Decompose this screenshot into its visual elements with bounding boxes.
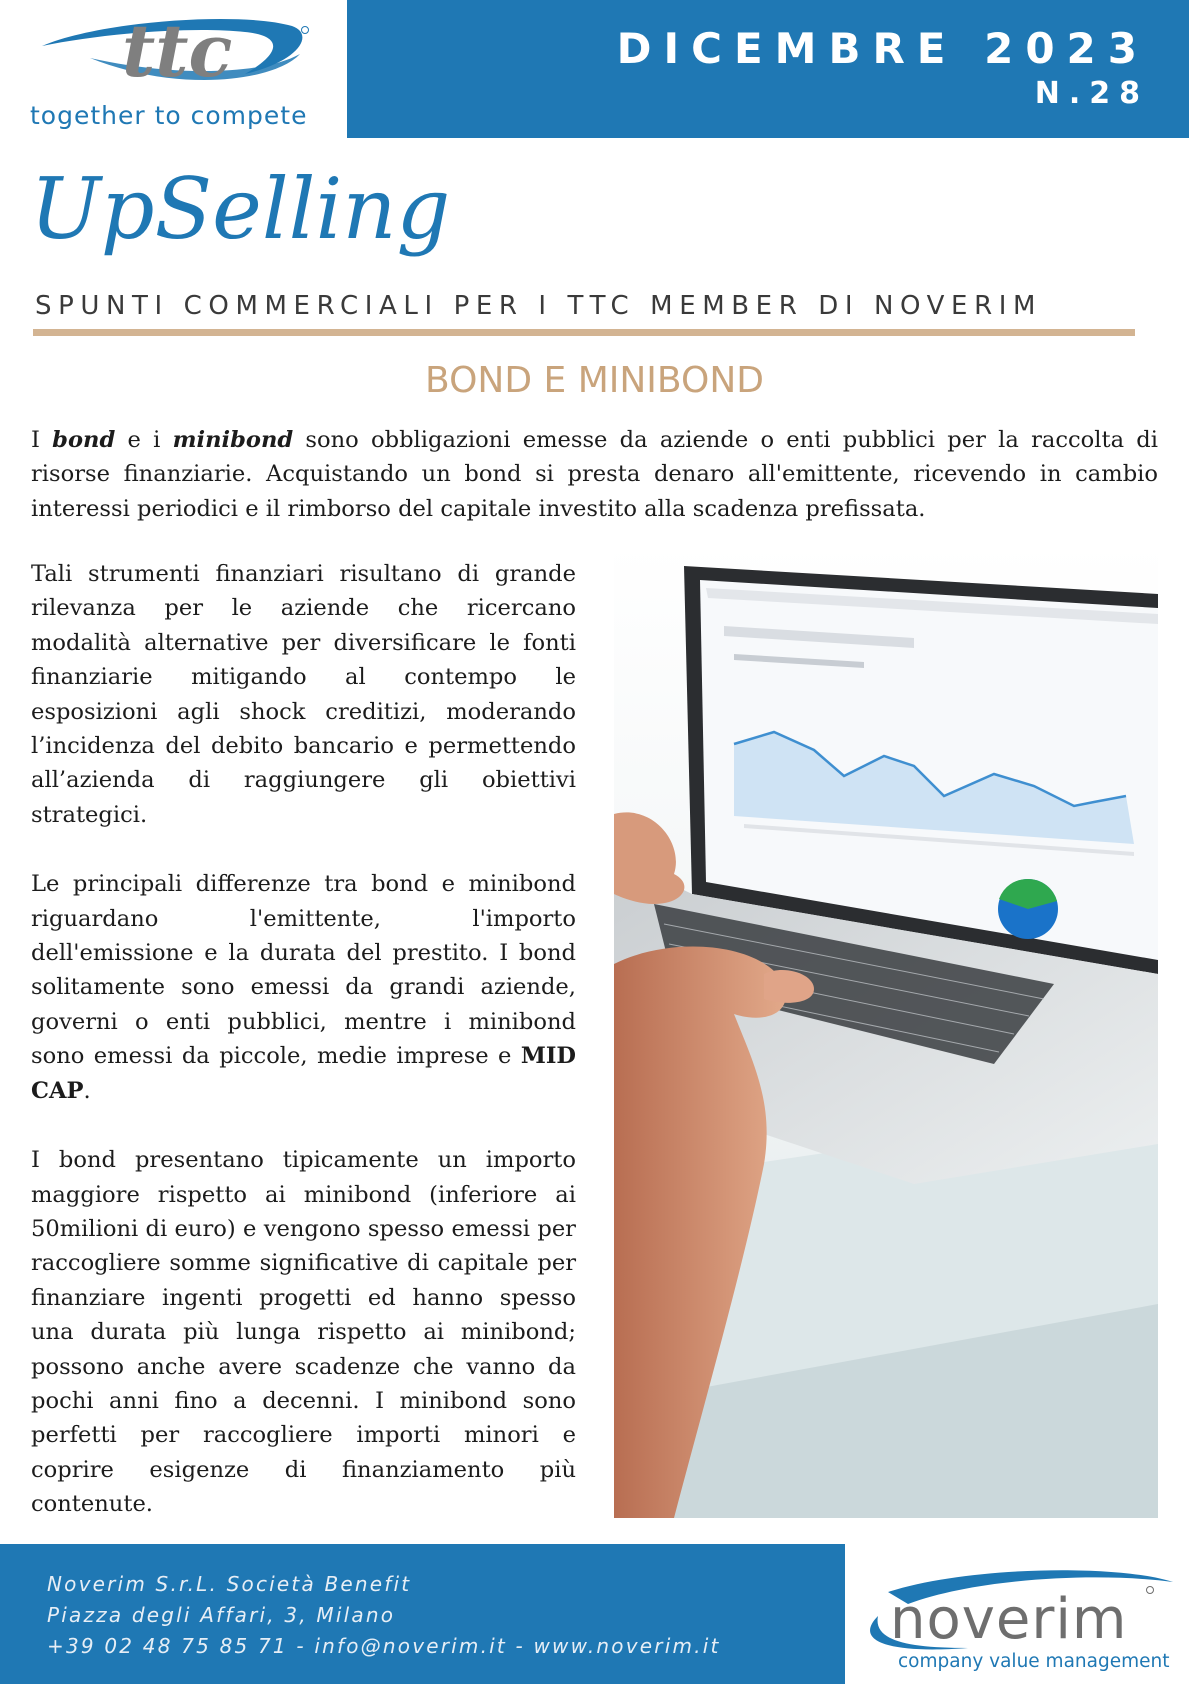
ttc-tagline: together to compete (30, 101, 308, 130)
page-subtitle: SPUNTI COMMERCIALI PER I TTC MEMBER DI NOVERIM (35, 291, 1043, 321)
ttc-logo (30, 6, 340, 138)
noverim-tagline: company value management (898, 1651, 1170, 1672)
text-column (31, 557, 576, 1522)
noverim-logo (848, 1556, 1178, 1674)
footer-contacts: +39 02 48 75 85 71 - info@noverim.it - www.noverim.it (47, 1634, 721, 1658)
ttc-wordmark: ttc (122, 8, 233, 93)
noverim-wordmark: noverim (890, 1587, 1128, 1652)
footer-address: Piazza degli Affari, 3, Milano (47, 1603, 396, 1627)
paragraph-differences: Le principali differenze tra bond e minibond riguardano l'emittente, l'importo dell'emissione e la durata del prestito. I bond solitamente sono emessi da grandi aziende, governi o enti pubblici, mentre i minibond sono emessi da piccole, medie imprese e MID CAP. (31, 871, 576, 1104)
section-title: BOND E MINIBOND (425, 360, 764, 401)
page-title: UpSelling (30, 160, 451, 258)
paragraph-amounts: I bond presentano tipicamente un importo maggiore rispetto ai minibond (inferiore ai 50milioni di euro) e vengono spesso emessi per raccogliere somme significative di capitale per finanziare ingenti progetti ed hanno spesso una durata più lunga rispetto ai minibond; possono anche avere scadenze che vanno da pochi anni fino a decenni. I minibond sono perfetti per raccogliere importi minori e coprire esigenze di finanziamento più contenute. (31, 1147, 576, 1518)
footer-company: Noverim S.r.L. Società Benefit (47, 1572, 412, 1596)
issue-number: N.28 (1034, 76, 1149, 111)
laptop-photo (614, 544, 1158, 1518)
divider (33, 329, 1135, 336)
footer-bar (0, 1544, 845, 1684)
paragraph-relevance: Tali strumenti finanziari risultano di grande rilevanza per le aziende che ricercano modalità alternative per diversificare le fonti finanziarie mitigando al contempo le esposizioni agli shock creditizi, moderando l’incidenza del debito bancario e permettendo all’azienda di raggiungere gli obiettivi strategici. (31, 561, 576, 828)
issue-date: DICEMBRE 2023 (616, 24, 1149, 73)
intro-paragraph: I bond e i minibond sono obbligazioni emesse da aziende o enti pubblici per la raccolta di risorse finanziarie. Acquistando un bond si presta denaro all'emittente, ricevendo in cambio interessi periodici e il rimborso del capitale investito alla scadenza prefissata. (31, 427, 1158, 522)
header-bar (347, 0, 1189, 138)
